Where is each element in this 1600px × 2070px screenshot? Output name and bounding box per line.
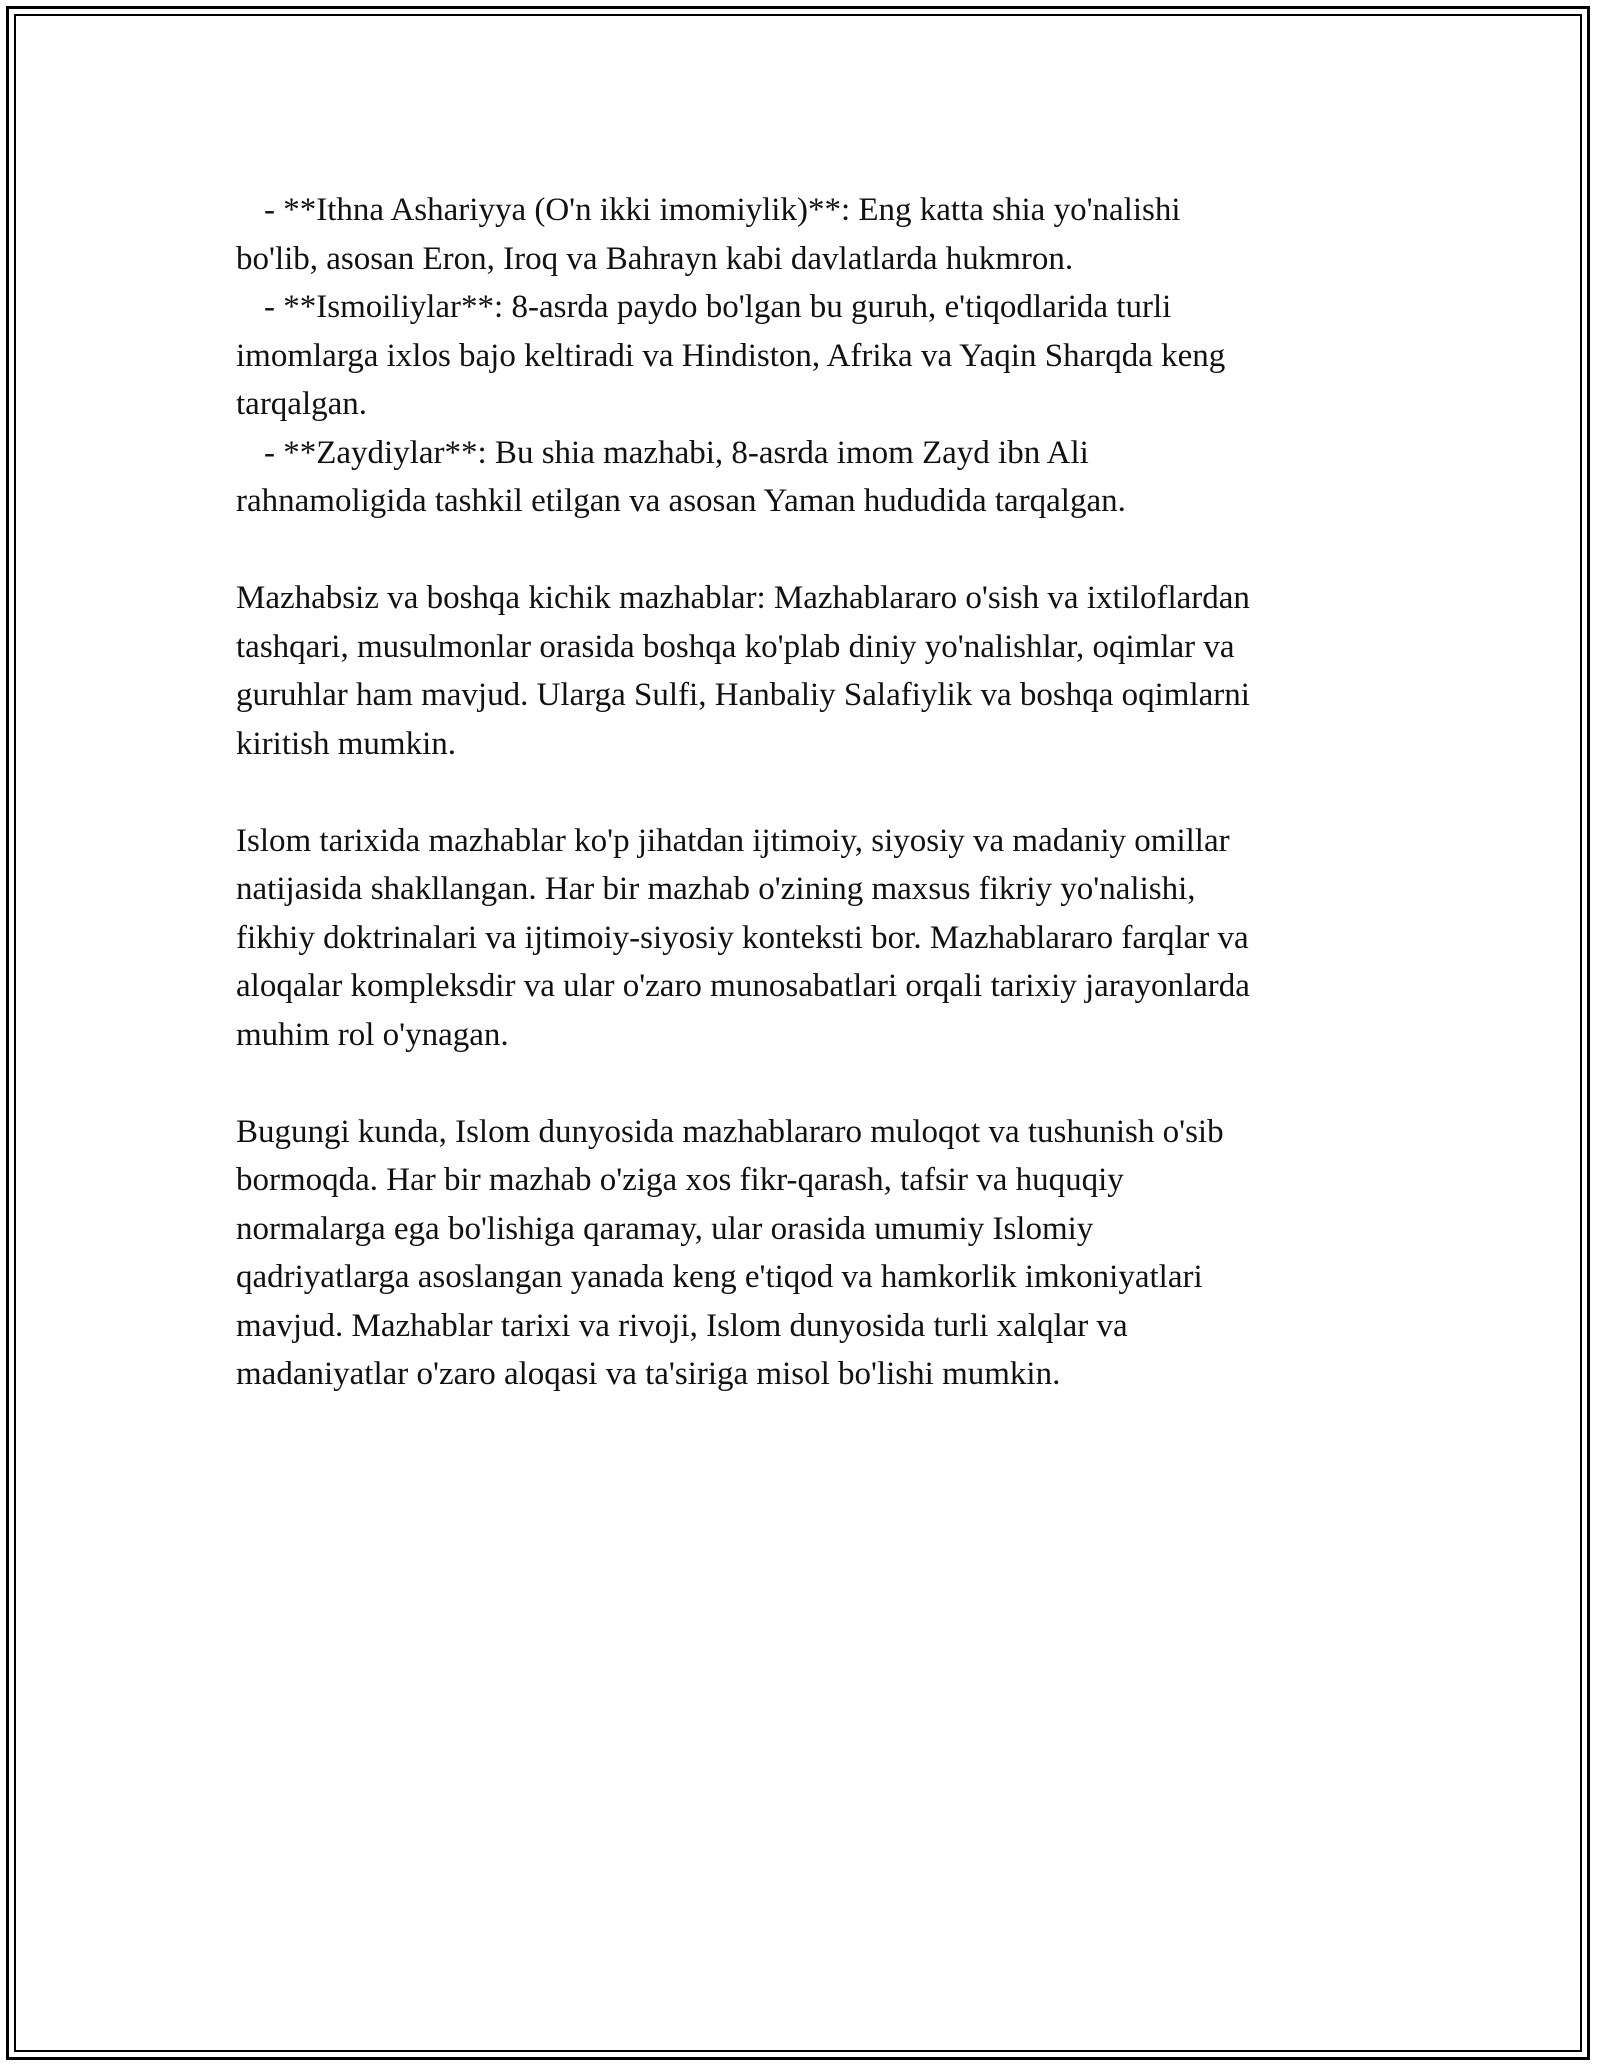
- text-line: tarqalgan.: [236, 386, 368, 422]
- text-line: - **Zaydiylar**: Bu shia mazhabi, 8-asrda imom Zayd ibn Ali: [264, 434, 1089, 471]
- text-line: rahnamoligida tashkil etilgan va asosan Yaman hududida tarqalgan.: [236, 483, 1126, 519]
- text-line: qadriyatlarga asoslangan yanada keng e'tiqod va hamkorlik imkoniyatlari: [236, 1259, 1203, 1295]
- text-line: normalarga ega bo'lishiga qaramay, ular orasida umumiy Islomiy: [236, 1210, 1094, 1247]
- text-line: madaniyatlar o'zaro aloqasi va ta'siriga misol bo'lishi mumkin.: [236, 1356, 1061, 1392]
- text-line: Mazhabsiz va boshqa kichik mazhablar: Mazhablararo o'sish va ixtiloflardan: [236, 580, 1250, 616]
- text-line: - **Ismoiliylar**: 8-asrda paydo bo'lgan bu guruh, e'tiqodlarida turli: [264, 289, 1172, 325]
- list-item-ithna-ashariyya: [236, 186, 1376, 283]
- paragraph-islom-tarixi: [236, 817, 1376, 1060]
- paragraph-gap: [236, 526, 1376, 575]
- text-line: - **Ithna Ashariyya (O'n ikki imomiylik)**: Eng katta shia yo'nalishi: [264, 192, 1181, 228]
- text-line: Islom tarixida mazhablar ko'p jihatdan ijtimoiy, siyosiy va madaniy omillar: [236, 822, 1230, 859]
- document-body: [236, 186, 1376, 1399]
- paragraph-gap: [236, 768, 1376, 817]
- text-line: bo'lib, asosan Eron, Iroq va Bahrayn kabi davlatlarda hukmron.: [236, 240, 1074, 277]
- text-line: bormoqda. Har bir mazhab o'ziga xos fikr-qarash, tafsir va huquqiy: [236, 1162, 1124, 1198]
- paragraph-gap: [236, 1059, 1376, 1108]
- list-item-zaydiylar: [236, 429, 1376, 526]
- paragraph-mazhabsiz: [236, 574, 1376, 768]
- text-line: aloqalar kompleksdir va ular o'zaro munosabatlari orqali tarixiy jarayonlarda: [236, 968, 1250, 1004]
- text-line: fikhiy doktrinalari va ijtimoiy-siyosiy konteksti bor. Mazhablararo farqlar va: [236, 919, 1249, 956]
- text-line: guruhlar ham mavjud. Ularga Sulfi, Hanbaliy Salafiylik va boshqa oqimlarni: [236, 677, 1250, 713]
- text-line: natijasida shakllangan. Har bir mazhab o'zining maxsus fikriy yo'nalishi,: [236, 871, 1196, 907]
- text-line: tashqari, musulmonlar orasida boshqa ko'plab diniy yo'nalishlar, oqimlar va: [236, 628, 1235, 665]
- text-line: imomlarga ixlos bajo keltiradi va Hindiston, Afrika va Yaqin Sharqda keng: [236, 337, 1226, 374]
- text-line: kiritish mumkin.: [236, 725, 457, 762]
- text-line: mavjud. Mazhablar tarixi va rivoji, Islom dunyosida turli xalqlar va: [236, 1307, 1128, 1344]
- list-item-ismoiliylar: [236, 283, 1376, 429]
- paragraph-bugungi-kunda: [236, 1108, 1376, 1399]
- text-line: muhim rol o'ynagan.: [236, 1016, 509, 1053]
- text-line: Bugungi kunda, Islom dunyosida mazhablararo muloqot va tushunish o'sib: [236, 1113, 1224, 1150]
